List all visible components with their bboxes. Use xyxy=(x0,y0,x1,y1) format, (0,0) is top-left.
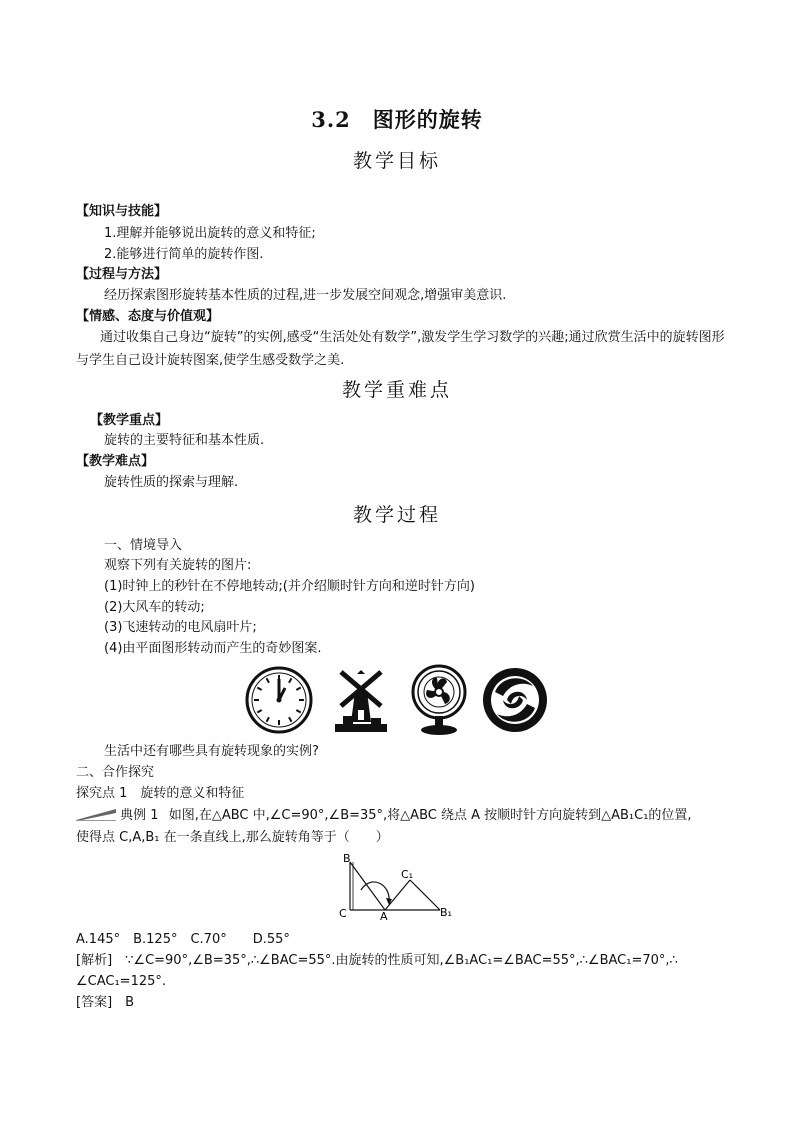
question-text: 生活中还有哪些具有旋转现象的实例? xyxy=(104,744,319,759)
example-label: 典例 1 xyxy=(120,808,159,823)
knowledge-header: 【知识与技能】 xyxy=(76,204,168,219)
focus-text: 旋转的主要特征和基本性质. xyxy=(104,433,265,448)
process-method-header: 【过程与方法】 xyxy=(76,267,168,282)
page-title: 3.2 图形的旋转 xyxy=(311,107,483,132)
analysis-line-1: [解析] ∵∠C=90°,∠B=35°,∴∠BAC=55°.由旋转的性质可知,∠B₁AC₁=∠BAC=55°,∴∠BAC₁=70°,∴ xyxy=(76,953,678,968)
knowledge-item-1: 1.理解并能够说出旋转的意义和特征; xyxy=(104,226,316,241)
list-item: (4)由平面图形转动而产生的奇妙图案. xyxy=(104,641,322,656)
example-text-1: 如图,在△ABC 中,∠C=90°,∠B=35°,将△ABC 绕点 A 按顺时针方向旋转到△AB₁C₁的位置, xyxy=(168,808,692,823)
list-item: (2)大风车的转动; xyxy=(104,600,205,615)
example-marker-icon xyxy=(76,807,116,821)
emotion-text: 通过收集自己身边“旋转”的实例,感受“生活处处有数学”,激发学生学习数学的兴趣;通过欣赏生活中的旋转图形与学生自己设计旋转图案,使学生感受数学之美. xyxy=(76,330,725,368)
emotion-header: 【情感、态度与价值观】 xyxy=(76,309,220,324)
observe-text: 观察下列有关旋转的图片: xyxy=(104,558,252,573)
part2-header: 二、合作探究 xyxy=(76,765,155,780)
list-item: (1)时钟上的秒针在不停地转动;(并介绍顺时针方向和逆时针方向) xyxy=(104,579,475,594)
windmill-icon xyxy=(327,666,395,734)
process-method-text: 经历探索图形旋转基本性质的过程,进一步发展空间观念,增强审美意识. xyxy=(104,288,507,303)
rotation-triangle-figure xyxy=(335,850,460,920)
clock-icon xyxy=(245,666,313,734)
fan-icon xyxy=(409,664,469,736)
list-item: (3)飞速转动的电风扇叶片; xyxy=(104,620,257,635)
answer-options: A.145° B.125° C.70° D.55° xyxy=(76,932,290,947)
label-a: A xyxy=(380,910,388,920)
rotation-pictures xyxy=(245,664,550,736)
knowledge-item-2: 2.能够进行简单的旋转作图. xyxy=(104,247,264,262)
example-text-2: 使得点 C,A,B₁ 在一条直线上,那么旋转角等于（ ） xyxy=(76,830,389,845)
focus-header: 【教学重点】 xyxy=(90,413,169,428)
example-line-1 xyxy=(76,806,692,826)
section-heading-process: 教学过程 xyxy=(352,504,441,526)
answer-line: [答案] B xyxy=(76,995,135,1010)
rotation-pattern-icon xyxy=(481,666,549,734)
label-b1: B₁ xyxy=(440,906,452,919)
analysis-line-2: ∠CAC₁=125°. xyxy=(76,974,167,989)
label-b: B xyxy=(343,852,351,865)
label-c: C xyxy=(339,907,347,920)
label-c1: C₁ xyxy=(401,868,414,881)
difficulty-text: 旋转性质的探索与理解. xyxy=(104,475,239,490)
difficulty-header: 【教学难点】 xyxy=(76,454,155,469)
explore-point: 探究点 1 旋转的意义和特征 xyxy=(76,786,245,801)
section-heading-key-points: 教学重难点 xyxy=(341,379,452,401)
part1-header: 一、情境导入 xyxy=(104,538,183,553)
section-heading-goals: 教学目标 xyxy=(352,150,441,172)
